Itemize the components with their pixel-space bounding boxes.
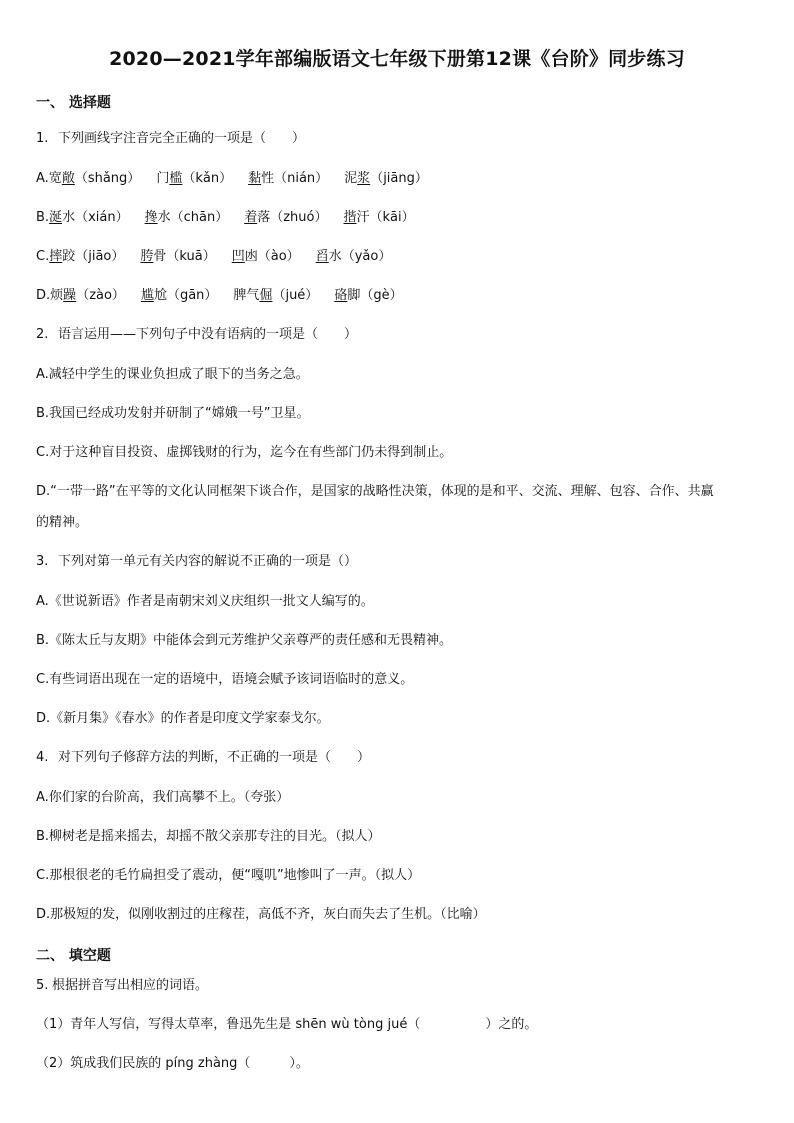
pinyin-item — [343, 209, 414, 227]
pinyin-item — [344, 170, 428, 188]
underlined-character: 揩 — [343, 210, 357, 225]
q4-option-c: C.那根很老的毛竹扁担受了震动，便“嘎叽”地惨叫了一声。（拟人） — [36, 868, 421, 883]
pinyin-item — [49, 248, 124, 266]
question-2-stem — [36, 326, 357, 344]
underlined-character: 涎 — [49, 210, 63, 225]
pinyin-item — [49, 170, 141, 188]
pinyin-item — [140, 248, 215, 266]
option-letter: C. — [36, 249, 50, 264]
word-suffix-pinyin: （kǎn） — [182, 171, 233, 186]
word-prefix: 宽 — [48, 171, 62, 186]
underlined-character: 着 — [244, 210, 258, 225]
underlined-character: 凹 — [231, 249, 245, 264]
underlined-character: 槛 — [169, 171, 183, 186]
underlined-character: 硌 — [334, 288, 348, 303]
q4-option-a: A.你们家的台阶高，我们高攀不上。（夸张） — [36, 790, 290, 805]
word-prefix: 烦 — [50, 288, 64, 303]
question-number: 2. — [36, 327, 49, 342]
q2-option-d-line1: D.“一带一路”在平等的文化认同框架下谈合作，是国家的战略性决策，体现的是和平、交流、理解、包容、合作、共赢 — [36, 484, 714, 499]
q1-option-a — [36, 170, 428, 188]
word-suffix-pinyin: 骨（kuā） — [153, 249, 216, 264]
question-number: 5. — [36, 978, 49, 993]
pinyin-item — [50, 287, 125, 305]
q1-option-d — [36, 287, 403, 305]
underlined-character: 摔 — [49, 249, 63, 264]
word-suffix-pinyin: 跤（jiāo） — [62, 249, 125, 264]
question-number: 1. — [36, 131, 49, 146]
question-text: 下列画线字注音完全正确的一项是（ ） — [58, 131, 306, 146]
q4-option-d: D.那极短的发，似刚收割过的庄稼茬，高低不齐，灰白而失去了生机。（比喻） — [36, 907, 486, 922]
underlined-character: 搀 — [144, 210, 158, 225]
word-suffix-pinyin: 落（zhuó） — [257, 210, 328, 225]
pinyin-item — [244, 209, 327, 227]
word-suffix-pinyin: 汗（kāi） — [356, 210, 415, 225]
section-heading-choice: 一、 选择题 — [36, 95, 111, 111]
pinyin-item — [233, 287, 318, 305]
underlined-character: 躁 — [63, 288, 77, 303]
q2-option-a: A.减轻中学生的课业负担成了眼下的当务之急。 — [36, 367, 309, 382]
question-5-stem — [36, 977, 208, 995]
q5-subquestion-2: （2）筑成我们民族的 píng zhàng（ ）。 — [36, 1056, 309, 1071]
word-suffix-pinyin: 水（chān） — [157, 210, 229, 225]
underlined-character: 黏 — [248, 171, 262, 186]
pinyin-item — [248, 170, 328, 188]
pinyin-item — [316, 248, 392, 266]
question-1-stem — [36, 130, 305, 148]
word-suffix-pinyin: （zào） — [76, 288, 125, 303]
underlined-character: 舀 — [315, 249, 329, 264]
word-prefix: 脾气 — [233, 288, 260, 303]
q3-option-a: A.《世说新语》作者是南朝宋刘义庆组织一批文人编写的。 — [36, 594, 374, 609]
option-letter: D. — [36, 288, 51, 303]
word-suffix-pinyin: 脚（gè） — [347, 288, 403, 303]
question-4-stem — [36, 749, 370, 767]
pinyin-item — [145, 209, 229, 227]
q3-option-b: B.《陈太丘与友期》中能体会到元芳维护父亲尊严的责任感和无畏精神。 — [36, 633, 453, 648]
word-suffix-pinyin: 尬（gān） — [153, 288, 218, 303]
pinyin-item — [156, 170, 232, 188]
word-suffix-pinyin: 水（xián） — [62, 210, 129, 225]
q4-option-b: B.柳树老是摇来摇去，却摇不散父亲那专注的目光。（拟人） — [36, 829, 381, 844]
question-number: 4. — [36, 750, 49, 765]
word-suffix-pinyin: 凼（ào） — [244, 249, 300, 264]
question-3-stem — [36, 553, 357, 571]
question-text: 对下列句子修辞方法的判断，不正确的一项是（ ） — [58, 750, 371, 765]
underlined-character: 尴 — [140, 288, 154, 303]
word-suffix-pinyin: 性（nián） — [261, 171, 329, 186]
word-suffix-pinyin: 水（yǎo） — [328, 249, 392, 264]
word-suffix-pinyin: （shǎng） — [74, 171, 141, 186]
word-prefix: 泥 — [344, 171, 358, 186]
underlined-character: 浆 — [357, 171, 371, 186]
section-heading-fill: 二、 填空题 — [36, 948, 111, 964]
option-letter: A. — [36, 171, 49, 186]
word-suffix-pinyin: （jué） — [272, 288, 319, 303]
q3-option-c: C.有些词语出现在一定的语境中，语境会赋予该词语临时的意义。 — [36, 672, 414, 687]
q1-option-b — [36, 209, 415, 227]
word-suffix-pinyin: （jiāng） — [370, 171, 428, 186]
option-letter: B. — [36, 210, 50, 225]
q3-option-d: D.《新月集》《春水》的作者是印度文学家泰戈尔。 — [36, 711, 330, 726]
q2-option-d-line2: 的精神。 — [36, 515, 89, 530]
pinyin-item — [49, 209, 129, 227]
q2-option-c: C.对于这种盲目投资、虚掷钱财的行为，迄今在有些部门仍未得到制止。 — [36, 445, 453, 460]
pinyin-item — [334, 287, 402, 305]
pinyin-item — [232, 248, 300, 266]
word-prefix: 门 — [156, 171, 170, 186]
question-text: 根据拼音写出相应的词语。 — [52, 978, 209, 993]
q1-option-c — [36, 248, 391, 266]
page-title: 2020—2021学年部编版语文七年级下册第12课《台阶》同步练习 — [109, 48, 685, 70]
underlined-character: 敞 — [61, 171, 75, 186]
underlined-character: 倔 — [259, 288, 273, 303]
underlined-character: 胯 — [140, 249, 154, 264]
question-text: 下列对第一单元有关内容的解说不正确的一项是（） — [58, 554, 358, 569]
q5-subquestion-1: （1）青年人写信，写得太草率，鲁迅先生是 shēn wù tòng jué（ ）之的。 — [36, 1017, 538, 1032]
question-number: 3. — [36, 554, 49, 569]
pinyin-item — [141, 287, 217, 305]
question-text: 语言运用——下列句子中没有语病的一项是（ ） — [58, 327, 358, 342]
q2-option-b: B.我国已经成功发射并研制了“嫦娥一号”卫星。 — [36, 406, 310, 421]
